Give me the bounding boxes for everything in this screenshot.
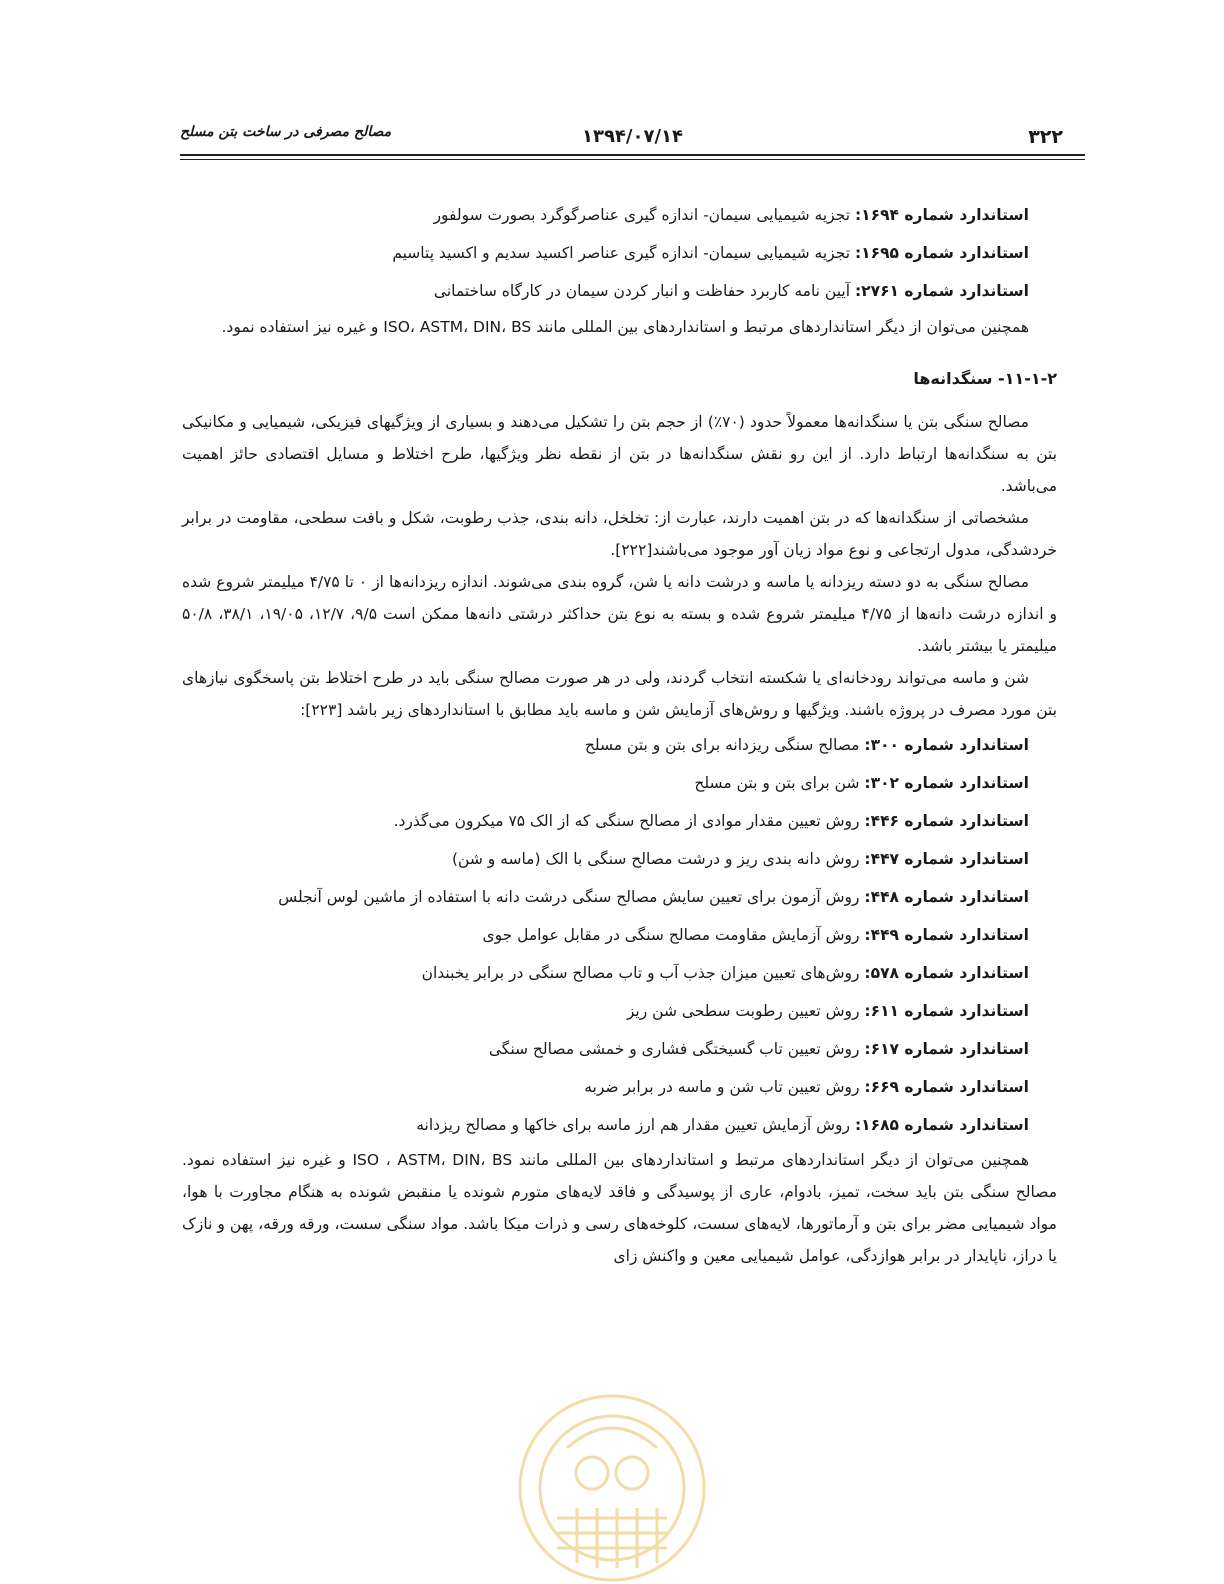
- standard-text: روش تعیین مقدار موادی از مصالح سنگی که از الک ۷۵ میکرون می‌گذرد.: [393, 812, 865, 830]
- standard-text: روش آزمون برای تعیین سایش مصالح سنگی درشت دانه با استفاده از ماشین لوس آنجلس: [278, 888, 865, 906]
- standard-label: استاندارد شماره ۴۴۷:: [864, 850, 1029, 868]
- standard-text: تجزیه شیمیایی سیمان- اندازه گیری عناصر اکسید سدیم و اکسید پتاسیم: [392, 244, 855, 262]
- standard-item: [182, 916, 1057, 954]
- standard-label: استاندارد شماره ۱۶۹۴:: [854, 206, 1029, 224]
- standard-text: مصالح سنگی ریزدانه برای بتن و بتن مسلح: [584, 736, 865, 754]
- section-heading: ۱۱-۱-۲- سنگدانه‌ها: [913, 369, 1057, 388]
- header-date: ۱۳۹۴/۰۷/۱۴: [581, 126, 684, 147]
- standard-item: [182, 234, 1057, 272]
- standard-item: [182, 1068, 1057, 1106]
- paragraph: شن و ماسه می‌تواند رودخانه‌ای یا شکسته انتخاب گردند، ولی در هر صورت مصالح سنگی باید در طرح اختلاط بتن پاسخگوی نیازهای بتن مورد مصرف در پروژه باشند. ویژگیها و روش‌های آزمایش شن و ماسه باید مطابق با استانداردهای زیر باشد [۲۲۳]:: [182, 669, 1057, 719]
- standard-text: آیین نامه کاربرد حفاظت و انبار کردن سیمان در کارگاه ساختمانی: [433, 282, 855, 300]
- standard-text: روش تعیین تاب گسیختگی فشاری و خمشی مصالح سنگی: [488, 1040, 865, 1058]
- standard-text: روش تعیین رطوبت سطحی شن ریز: [626, 1002, 865, 1020]
- paragraph: همچنین می‌توان از دیگر استانداردهای مرتبط و استانداردهای بین المللی مانند ISO ، ASTM، DIN، BS و غیره نیز استفاده نمود. مصالح سنگی بتن باید سخت، تمیز، بادوام، عاری از پوسیدگی و فاقد لایه‌های متورم شونده یا منقبض شونده به هنگام مجاورت با هوا، مواد شیمیایی مضر برای بتن و آرماتورها، لایه‌های سست، کلوخه‌های رسی و ذرات میکا باشد. مواد سنگی سست، ورقه ورقه، پهن و نازک یا دراز، ناپایدار در برابر هوازدگی، عوامل شیمیایی معین و واکنش زای: [182, 1151, 1057, 1265]
- standard-label: استاندارد شماره ۴۴۸:: [864, 888, 1029, 906]
- paragraph: مصالح سنگی به دو دسته ریزدانه یا ماسه و درشت دانه یا شن، گروه بندی می‌شوند. اندازه ریزدانه‌ها از ۰ تا ۴/۷۵ میلیمتر شروع شده و اندازه درشت دانه‌ها از ۴/۷۵ میلیمتر شروع شده و بسته به نوع بتن حداکثر درشتی دانه‌ها ممکن است ۹/۵، ۱۲/۷، ۱۹/۰۵، ۳۸/۱، ۵۰/۸ میلیمتر یا بیشتر باشد.: [182, 573, 1057, 655]
- page-header: [180, 118, 1085, 158]
- page-body: [182, 196, 1057, 1272]
- standard-label: استاندارد شماره ۶۱۱:: [864, 1002, 1029, 1020]
- standard-label: استاندارد شماره ۴۴۹:: [864, 926, 1029, 944]
- standard-label: استاندارد شماره ۱۶۸۵:: [854, 1116, 1029, 1134]
- running-title: مصالح مصرفی در ساخت بتن مسلح: [180, 124, 392, 140]
- standard-item: [182, 802, 1057, 840]
- standard-text: روش‌های تعیین میزان جذب آب و تاب مصالح سنگی در برابر یخبندان: [421, 964, 865, 982]
- page-number: ۳۲۲: [1028, 126, 1063, 148]
- standard-item: [182, 878, 1057, 916]
- paragraph: همچنین می‌توان از دیگر استانداردهای مرتبط و استانداردهای بین المللی مانند ISO، ASTM، DIN، BS و غیره نیز استفاده نمود.: [221, 318, 1029, 336]
- standard-item: [182, 272, 1057, 310]
- standard-text: روش دانه بندی ریز و درشت مصالح سنگی با الک (ماسه و شن): [451, 850, 865, 868]
- standard-text: روش آزمایش مقاومت مصالح سنگی در مقابل عوامل جوی: [482, 926, 865, 944]
- standard-text: روش تعیین تاب شن و ماسه در برابر ضربه: [584, 1078, 865, 1096]
- standard-item: [182, 1030, 1057, 1068]
- standard-text: روش آزمایش تعیین مقدار هم ارز ماسه برای خاکها و مصالح ریزدانه: [416, 1116, 855, 1134]
- standard-label: استاندارد شماره ۵۷۸:: [864, 964, 1029, 982]
- standard-item: [182, 726, 1057, 764]
- standard-label: استاندارد شماره ۳۰۰:: [864, 736, 1029, 754]
- standard-text: تجزیه شیمیایی سیمان- اندازه گیری عناصرگوگرد بصورت سولفور: [433, 206, 855, 224]
- standard-item: [182, 1106, 1057, 1144]
- standard-label: استاندارد شماره ۲۷۶۱:: [854, 282, 1029, 300]
- standard-label: استاندارد شماره ۶۶۹:: [864, 1078, 1029, 1096]
- standard-item: [182, 764, 1057, 802]
- standard-label: استاندارد شماره ۳۰۲:: [864, 774, 1029, 792]
- paragraph: مشخصاتی از سنگدانه‌ها که در بتن اهمیت دارند، عبارت از: تخلخل، دانه بندی، جذب رطوبت، شکل و بافت سطحی، مقاومت در برابر خردشدگی، مدول ارتجاعی و نوع مواد زیان آور موجود می‌باشند[۲۲۲].: [182, 509, 1057, 559]
- seal-logo-icon: [487, 1378, 737, 1584]
- standard-label: استاندارد شماره ۱۶۹۵:: [854, 244, 1029, 262]
- header-rule: [180, 154, 1085, 156]
- standard-item: [182, 992, 1057, 1030]
- standard-item: [182, 954, 1057, 992]
- standard-item: [182, 196, 1057, 234]
- standard-text: شن برای بتن و بتن مسلح: [694, 774, 865, 792]
- header-rule-thin: [180, 159, 1085, 160]
- standard-label: استاندارد شماره ۶۱۷:: [864, 1040, 1029, 1058]
- standard-label: استاندارد شماره ۴۴۶:: [864, 812, 1029, 830]
- paragraph: مصالح سنگی بتن یا سنگدانه‌ها معمولاً حدود (۷۰٪) از حجم بتن را تشکیل می‌دهند و بسیاری از ویژگیهای فیزیکی، شیمیایی و مکانیکی بتن به سنگدانه‌ها ارتباط دارد. از این رو نقش سنگدانه‌ها در بتن از نقطه نظر ویژگیها، طرح اختلاط و مسایل اقتصادی حائز اهمیت می‌باشد.: [182, 413, 1057, 495]
- standard-item: [182, 840, 1057, 878]
